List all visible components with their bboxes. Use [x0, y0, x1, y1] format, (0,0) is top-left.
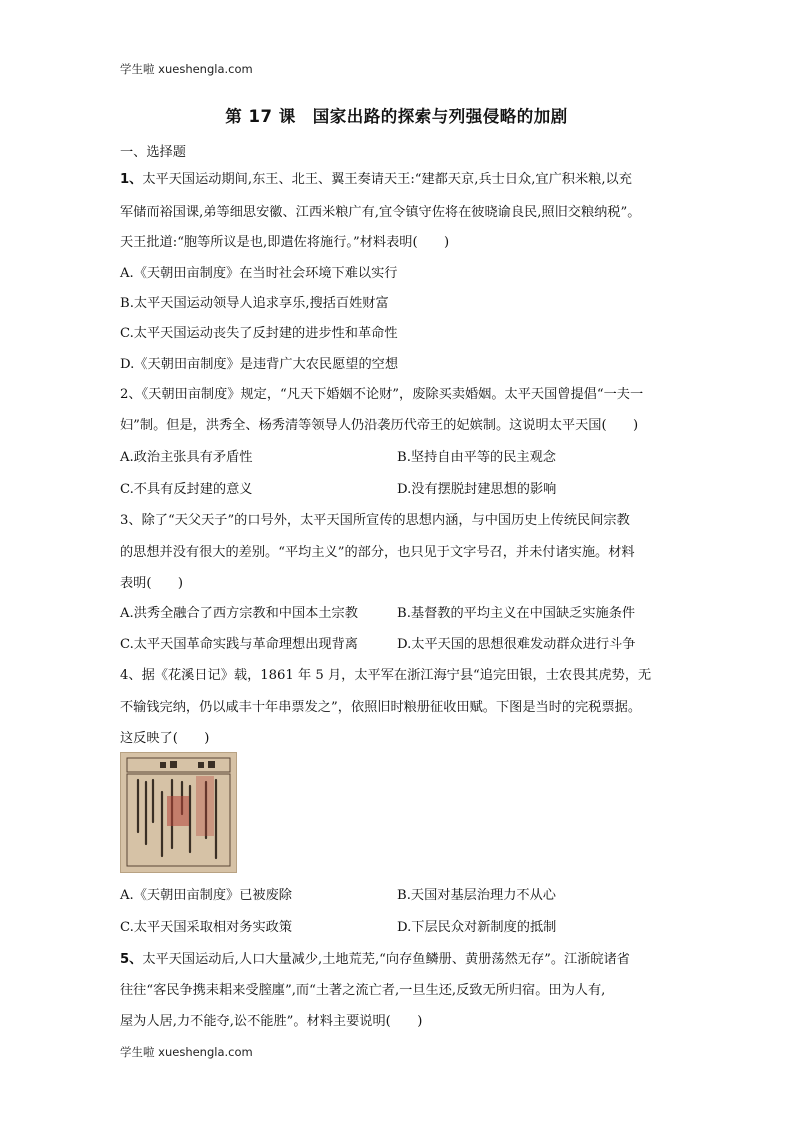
- q1-line-3: 天王批道:“胞等所议是也,即遣佐将施行。”材料表明( ): [120, 235, 450, 250]
- q1-option-c[interactable]: C.太平天国运动丧失了反封建的进步性和革命性: [120, 326, 398, 341]
- q2-line-1: 2、《天朝田亩制度》规定，“凡天下婚姻不论财”，废除买卖婚姻。太平天国曾提倡“一夫一: [120, 387, 644, 402]
- q3-option-b[interactable]: B.基督教的平均主义在中国缺乏实施条件: [397, 606, 636, 621]
- q2-option-c[interactable]: C.不具有反封建的意义: [120, 482, 253, 497]
- q3-option-a[interactable]: A.洪秀全融合了西方宗教和中国本土宗教: [120, 606, 358, 621]
- q4-option-a[interactable]: A.《天朝田亩制度》已被废除: [120, 888, 292, 903]
- q1-number: 1、: [120, 172, 143, 187]
- q2-option-a[interactable]: A.政治主张具有矛盾性: [120, 450, 253, 465]
- red-vertical-stamp: [196, 776, 214, 836]
- q3-line-1: 3、除了“天父天子”的口号外，太平天国所宣传的思想内涵，与中国历史上传统民间宗教: [120, 513, 630, 528]
- q4-line-2: 不输钱完纳，仍以咸丰十年串票发之”，依照旧时粮册征收田赋。下图是当时的完税票据。: [120, 700, 642, 715]
- q3-line-3: 表明( ): [120, 576, 184, 591]
- q4-option-d[interactable]: D.下层民众对新制度的抵制: [397, 920, 557, 935]
- page-title: 第 17 课 国家出路的探索与列强侵略的加剧: [225, 107, 568, 126]
- q1-option-d[interactable]: D.《天朝田亩制度》是违背广大农民愿望的空想: [120, 357, 399, 372]
- q5-line-3: 屋为人居,力不能夺,讼不能胜”。材料主要说明( ): [120, 1014, 423, 1029]
- q5-text: 太平天国运动后,人口大量减少,土地荒芜,“向存鱼鳞册、黄册荡然无存”。江浙皖诸省: [142, 952, 630, 967]
- q2-option-d[interactable]: D.没有摆脱封建思想的影响: [397, 482, 557, 497]
- q3-option-d[interactable]: D.太平天国的思想很难发动群众进行斗争: [397, 637, 636, 652]
- q5-line-1: [120, 948, 630, 967]
- q3-line-2: 的思想并没有很大的差别。“平均主义”的部分，也只见于文字号召，并未付诸实施。材料: [120, 545, 635, 560]
- q4-line-1: 4、据《花溪日记》载，1861 年 5 月，太平军在浙江海宁县“追完田银，士农畏其虎势，无: [120, 668, 652, 683]
- footer-site: 学生啦 xueshengla.com: [120, 1045, 253, 1059]
- q1-option-a[interactable]: A.《天朝田亩制度》在当时社会环境下难以实行: [120, 266, 398, 281]
- header-site: 学生啦 xueshengla.com: [120, 62, 253, 76]
- q2-line-2: 妇”制。但是，洪秀全、杨秀清等领导人仍沿袭历代帝王的妃嫔制。这说明太平天国( ): [120, 418, 639, 433]
- q2-option-b[interactable]: B.坚持自由平等的民主观念: [397, 450, 556, 465]
- q1-line-1: [120, 168, 632, 187]
- tax-receipt-image: [120, 752, 237, 873]
- section-heading: 一、选择题: [120, 145, 186, 160]
- red-seal-stamp: [167, 796, 189, 826]
- q4-option-c[interactable]: C.太平天国采取相对务实政策: [120, 920, 293, 935]
- q1-line-2: 军储而裕国课,弟等细思安徽、江西米粮广有,宜令镇守佐将在彼晓谕良民,照旧交粮纳税”。: [120, 205, 641, 220]
- q1-option-b[interactable]: B.太平天国运动领导人追求享乐,搜括百姓财富: [120, 296, 389, 311]
- q4-line-3: 这反映了( ): [120, 731, 210, 746]
- q5-number: 5、: [120, 952, 143, 967]
- q3-option-c[interactable]: C.太平天国革命实践与革命理想出现背离: [120, 637, 358, 652]
- q5-line-2: 往往“客民争携耒耜来受膣廛”,而“土著之流亡者,一旦生还,反致无所归宿。田为人有,: [120, 983, 606, 998]
- q4-option-b[interactable]: B.天国对基层治理力不从心: [397, 888, 556, 903]
- q1-text: 太平天国运动期间,东王、北王、翼王奏请天王:“建都天京,兵士日众,宜广积米粮,以充: [142, 172, 632, 187]
